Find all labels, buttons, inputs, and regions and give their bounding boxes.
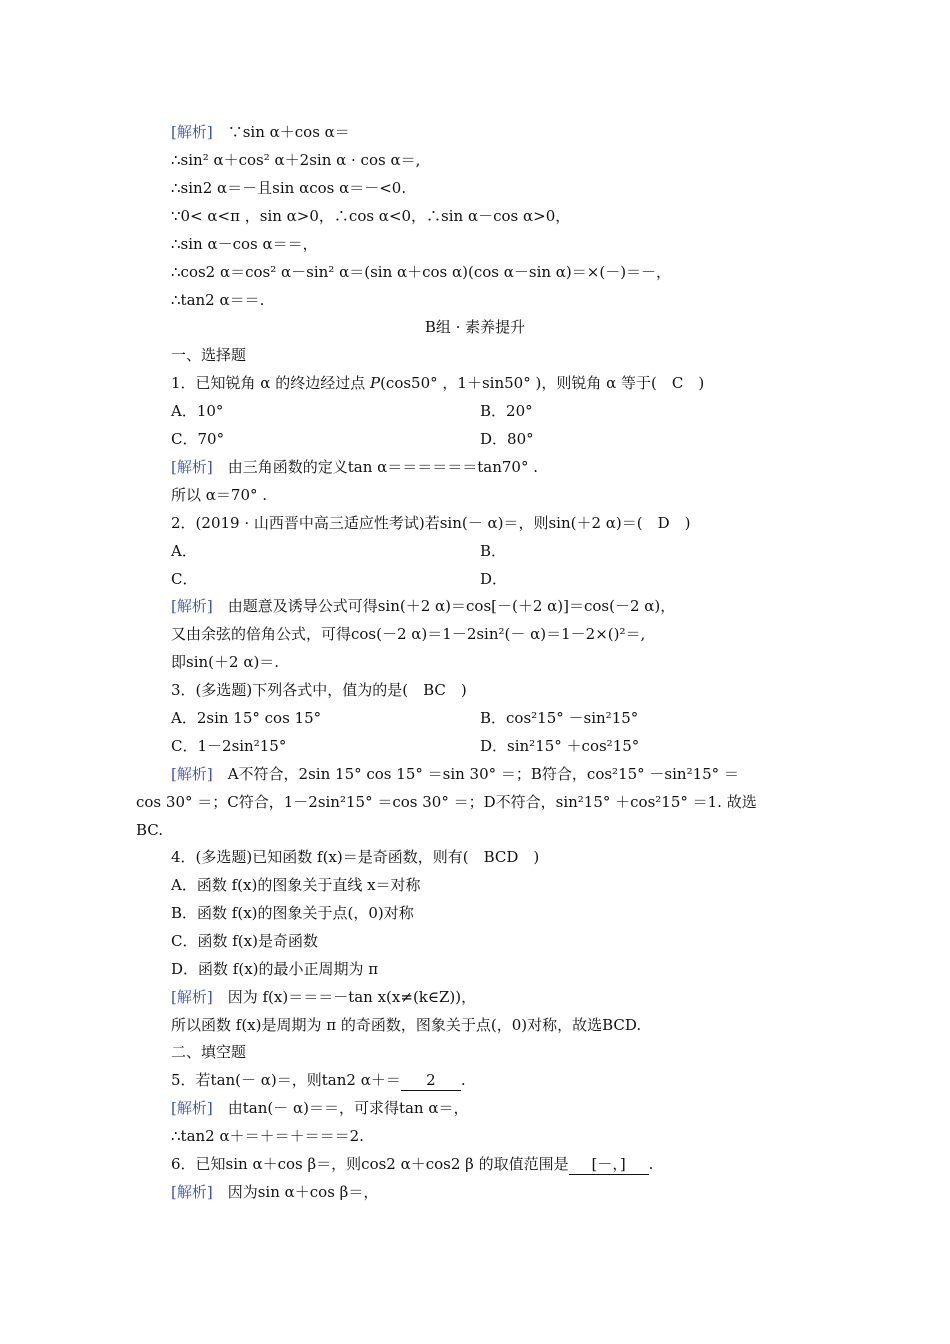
q1-option-d: D．80°: [480, 430, 534, 448]
solution-tag: [解析]: [171, 1099, 213, 1117]
question-4: 4．(多选题)已知函数 f(x)＝是奇函数，则有( BCD ): [171, 848, 540, 866]
q2-solution-2: 又由余弦的倍角公式，可得cos(－2 α)＝1－2sin²(－ α)＝1－2×()²＝,: [171, 625, 646, 643]
q2-solution: [解析] 由题意及诱导公式可得sin(＋2 α)＝cos[－(＋2 α)]＝cos(－2 α)，: [171, 597, 676, 615]
solution-tag: [解析]: [171, 765, 213, 783]
q5-solution: [解析] 由tan(－ α)＝＝，可求得tan α＝，: [171, 1099, 469, 1117]
q2-option-b: B．: [480, 542, 507, 560]
solution-tag: [解析]: [171, 1183, 213, 1201]
solution-line-2: ∴sin² α＋cos² α＋2sin α · cos α＝,: [171, 151, 421, 169]
solution-line-5: ∴sin α－cos α＝＝，: [171, 235, 318, 253]
q1-option-c: C．70°: [171, 430, 225, 448]
q1-solution: [解析] 由三角函数的定义tan α＝＝＝＝＝＝tan70° .: [171, 458, 539, 476]
solution-tag: [解析]: [171, 597, 213, 615]
question-1: 1．已知锐角 α 的终边经过点 P(cos50° ，1＋sin50° )，则锐角 α 等于( C ): [171, 374, 705, 392]
solution-line-6: ∴cos2 α＝cos² α－sin² α＝(sin α＋cos α)(cos α－sin α)＝×(－)＝－，: [171, 263, 672, 281]
q1-option-b: B．20°: [480, 402, 533, 420]
solution-line-1: [解析] ∵sin α＋cos α＝: [171, 123, 350, 141]
solution-line-4: ∵0< α<π ，sin α>0，∴cos α<0，∴sin α－cos α>0，: [171, 207, 571, 225]
q2-solution-3: 即sin(＋2 α)＝.: [171, 653, 280, 671]
q3-option-a: A．2sin 15° cos 15°: [171, 709, 322, 727]
q2-option-c: C．: [171, 570, 198, 588]
question-3: 3．(多选题)下列各式中，值为的是( BC ): [171, 681, 467, 699]
section-title: B组 · 素养提升: [424, 318, 526, 336]
q3-solution-3: BC.: [136, 821, 164, 839]
solution-line-3: ∴sin2 α＝－且sin αcos α＝－<0.: [171, 179, 407, 197]
part-heading-fill: 二、填空题: [171, 1043, 247, 1061]
answer-blank: 2: [401, 1070, 461, 1091]
question-5: 5．若tan(－ α)＝，则tan2 α＋＝ 2 .: [171, 1071, 466, 1089]
q3-solution-2: cos 30° ＝；C符合，1－2sin²15° ＝cos 30° ＝；D不符合，sin²15° ＋cos²15° ＝1. 故选: [136, 793, 757, 811]
q3-solution: [解析] A不符合，2sin 15° cos 15° ＝sin 30° ＝；B符合，cos²15° －sin²15° ＝: [171, 765, 739, 783]
solution-tag: [解析]: [171, 123, 213, 141]
q4-option-d: D．函数 f(x)的最小正周期为 π: [171, 960, 379, 978]
q4-option-b: B．函数 f(x)的图象关于点(，0)对称: [171, 904, 414, 922]
question-2: 2．(2019 · 山西晋中高三适应性考试)若sin(－ α)＝，则sin(＋2 α)＝( D ): [171, 514, 691, 532]
q4-option-a: A．函数 f(x)的图象关于直线 x＝对称: [171, 876, 421, 894]
question-6: 6．已知sin α＋cos β＝，则cos2 α＋cos2 β 的取值范围是 [－，] .: [171, 1155, 654, 1173]
q4-solution: [解析] 因为 f(x)＝＝＝－tan x(x≠(k∈Z))，: [171, 988, 477, 1006]
solution-tag: [解析]: [171, 458, 213, 476]
q1-solution-2: 所以 α＝70° .: [171, 486, 268, 504]
q4-solution-2: 所以函数 f(x)是周期为 π 的奇函数，图象关于点(，0)对称，故选BCD.: [171, 1016, 642, 1034]
answer-blank: [－，]: [569, 1154, 649, 1175]
q2-option-d: D．: [480, 570, 508, 588]
solution-line-7: ∴tan2 α＝＝.: [171, 291, 265, 309]
q6-solution: [解析] 因为sin α＋cos β＝，: [171, 1183, 379, 1201]
q1-option-a: A．10°: [171, 402, 224, 420]
q4-option-c: C．函数 f(x)是奇函数: [171, 932, 318, 950]
solution-tag: [解析]: [171, 988, 213, 1006]
part-heading-choice: 一、选择题: [171, 346, 247, 364]
q3-option-c: C．1－2sin²15°: [171, 737, 287, 755]
q3-option-d: D．sin²15° ＋cos²15°: [480, 737, 640, 755]
q2-option-a: A．: [171, 542, 197, 560]
q5-solution-2: ∴tan2 α＋＝＋＝＋＝＝＝2.: [171, 1127, 364, 1145]
q3-option-b: B．cos²15° －sin²15°: [480, 709, 639, 727]
